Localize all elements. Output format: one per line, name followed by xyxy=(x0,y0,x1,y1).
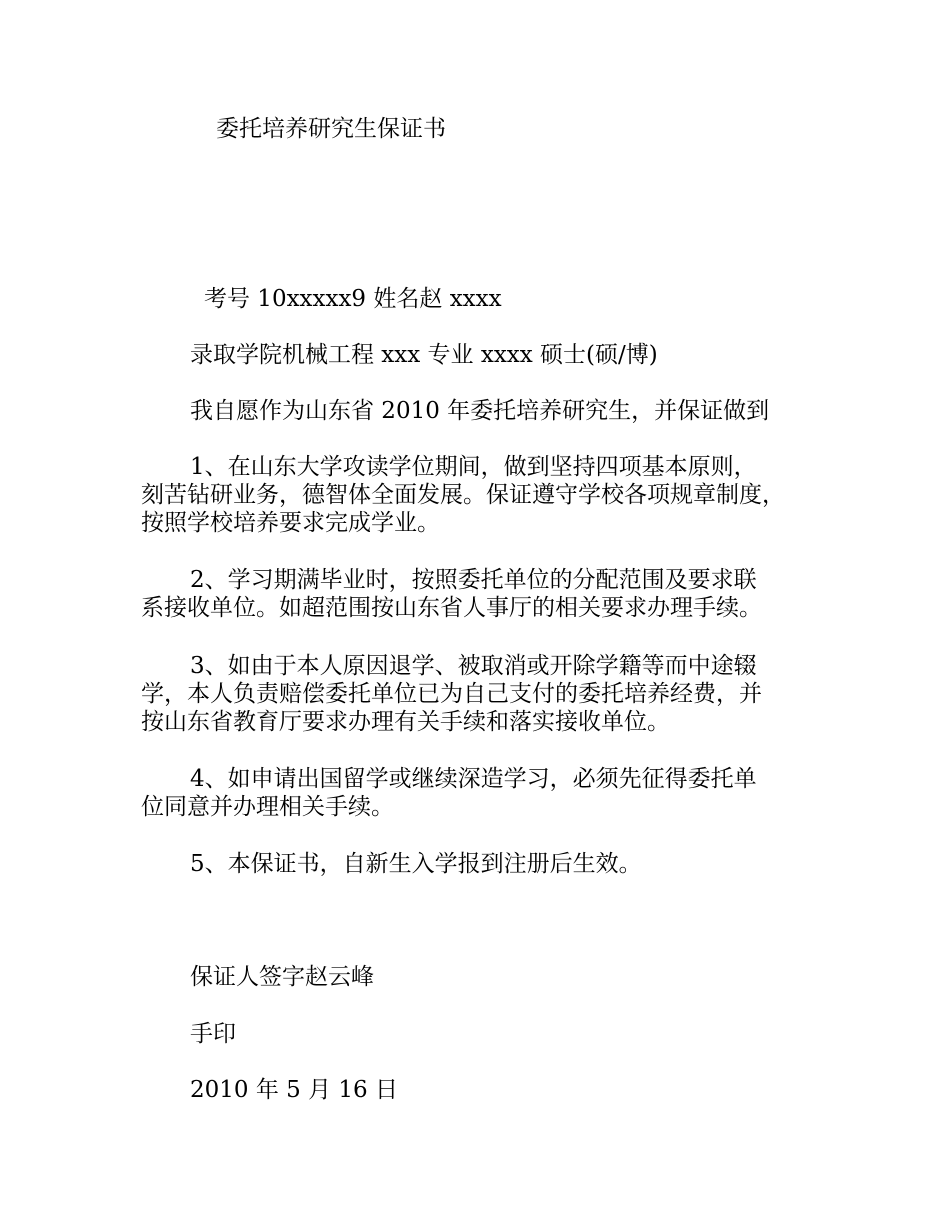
admission-info-line: 录取学院机械工程 xxx 专业 xxxx 硕士(硕/博) xyxy=(190,342,658,368)
item-1-line-1: 1、在山东大学攻读学位期间，做到坚持四项基本原则， xyxy=(190,454,757,480)
item-3-line-2: 学，本人负责赔偿委托单位已为自己支付的委托培养经费，并 xyxy=(141,681,762,707)
handprint-line: 手印 xyxy=(190,1021,236,1047)
item-2-line-2: 系接收单位。如超范围按山东省人事厅的相关要求办理手续。 xyxy=(141,595,762,621)
guarantee-item-4 xyxy=(141,765,841,821)
signature-line: 保证人签字赵云峰 xyxy=(190,964,374,990)
item-1-line-3: 按照学校培养要求完成学业。 xyxy=(141,510,440,536)
item-4-line-1: 4、如申请出国留学或继续深造学习，必须先征得委托单 xyxy=(190,766,757,792)
item-4-line-2: 位同意并办理相关手续。 xyxy=(141,794,394,820)
guarantee-item-1 xyxy=(141,453,841,537)
intro-statement: 我自愿作为山东省 2010 年委托培养研究生，并保证做到 xyxy=(190,398,770,424)
guarantee-item-3 xyxy=(141,652,841,736)
document-title: 委托培养研究生保证书 xyxy=(216,116,446,142)
item-3-line-1: 3、如由于本人原因退学、被取消或开除学籍等而中途辍 xyxy=(190,653,757,679)
exam-number-name-line: 考号 10xxxxx9 姓名赵 xxxx xyxy=(204,286,502,312)
date-line: 2010 年 5 月 16 日 xyxy=(190,1077,398,1103)
item-3-line-3: 按山东省教育厅要求办理有关手续和落实接收单位。 xyxy=(141,709,670,735)
guarantee-item-5: 5、本保证书，自新生入学报到注册后生效。 xyxy=(190,851,642,877)
item-1-line-2: 刻苦钻研业务，德智体全面发展。保证遵守学校各项规章制度， xyxy=(141,482,785,508)
item-2-line-1: 2、学习期满毕业时，按照委托单位的分配范围及要求联 xyxy=(190,567,757,593)
guarantee-item-2 xyxy=(141,566,841,622)
